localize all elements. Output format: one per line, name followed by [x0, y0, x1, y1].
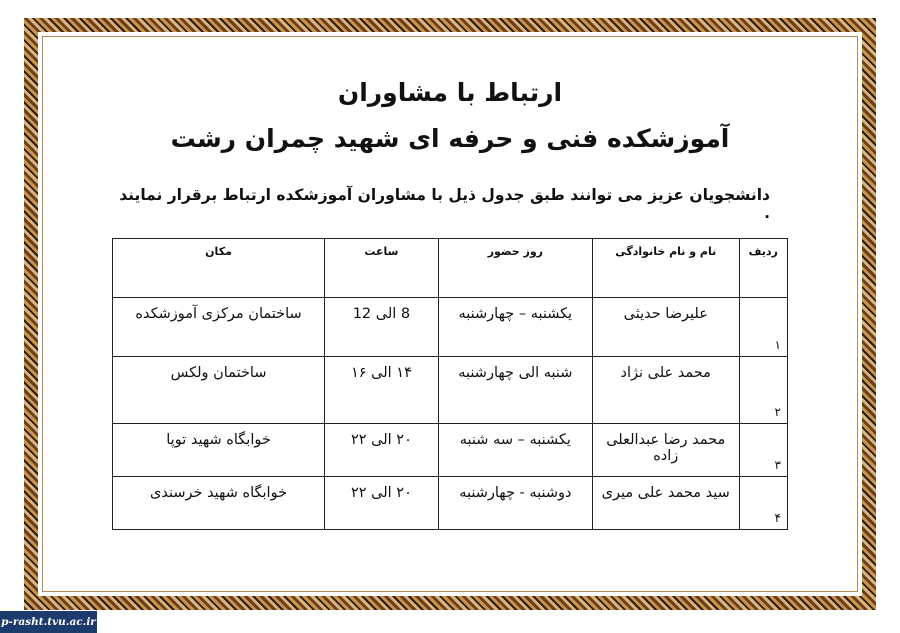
- cell-day: دوشنبه - چهارشنبه: [438, 477, 592, 530]
- header-attendance-day: روز حضور: [438, 239, 592, 298]
- page-subtitle: آموزشکده فنی و حرفه ای شهید چمران رشت: [170, 124, 730, 153]
- cell-row-number: ۳: [739, 424, 787, 477]
- table-row: [113, 298, 788, 357]
- cell-time: 8 الی 12: [325, 298, 439, 357]
- table-row: [113, 477, 788, 530]
- header-full-name: نام و نام خانوادگی: [592, 239, 739, 298]
- cell-place: ساختمان ولکس: [113, 357, 325, 424]
- table-row: [113, 424, 788, 477]
- cell-place: خوابگاه شهید توپا: [113, 424, 325, 477]
- cell-row-number: ۱: [739, 298, 787, 357]
- header-time: ساعت: [325, 239, 439, 298]
- page-title: ارتباط با مشاوران: [337, 78, 563, 107]
- cell-name: سید محمد علی میری: [592, 477, 739, 530]
- cell-name: محمد علی نژاد: [592, 357, 739, 424]
- table-header-row: [113, 239, 788, 298]
- site-watermark: p-rasht.tvu.ac.ir: [0, 611, 97, 633]
- cell-time: ۱۴ الی ۱۶: [325, 357, 439, 424]
- header-row-number: ردیف: [739, 239, 787, 298]
- header-location: مکان: [113, 239, 325, 298]
- cell-name: علیرضا حدیثی: [592, 298, 739, 357]
- cell-time: ۲۰ الی ۲۲: [325, 424, 439, 477]
- counselors-table: [112, 238, 788, 530]
- cell-day: یکشنبه – سه شنبه: [438, 424, 592, 477]
- table-row: [113, 357, 788, 424]
- cell-name: محمد رضا عبدالعلی زاده: [592, 424, 739, 477]
- cell-day: یکشنبه – چهارشنبه: [438, 298, 592, 357]
- intro-text: دانشجویان عزیز می توانند طبق جدول ذیل با مشاوران آموزشکده ارتباط برقرار نمایند .: [119, 186, 770, 222]
- cell-day: شنبه الی چهارشنبه: [438, 357, 592, 424]
- cell-place: ساختمان مرکزی آموزشکده: [113, 298, 325, 357]
- cell-time: ۲۰ الی ۲۲: [325, 477, 439, 530]
- cell-row-number: ۴: [739, 477, 787, 530]
- cell-place: خوابگاه شهید خرسندی: [113, 477, 325, 530]
- cell-row-number: ۲: [739, 357, 787, 424]
